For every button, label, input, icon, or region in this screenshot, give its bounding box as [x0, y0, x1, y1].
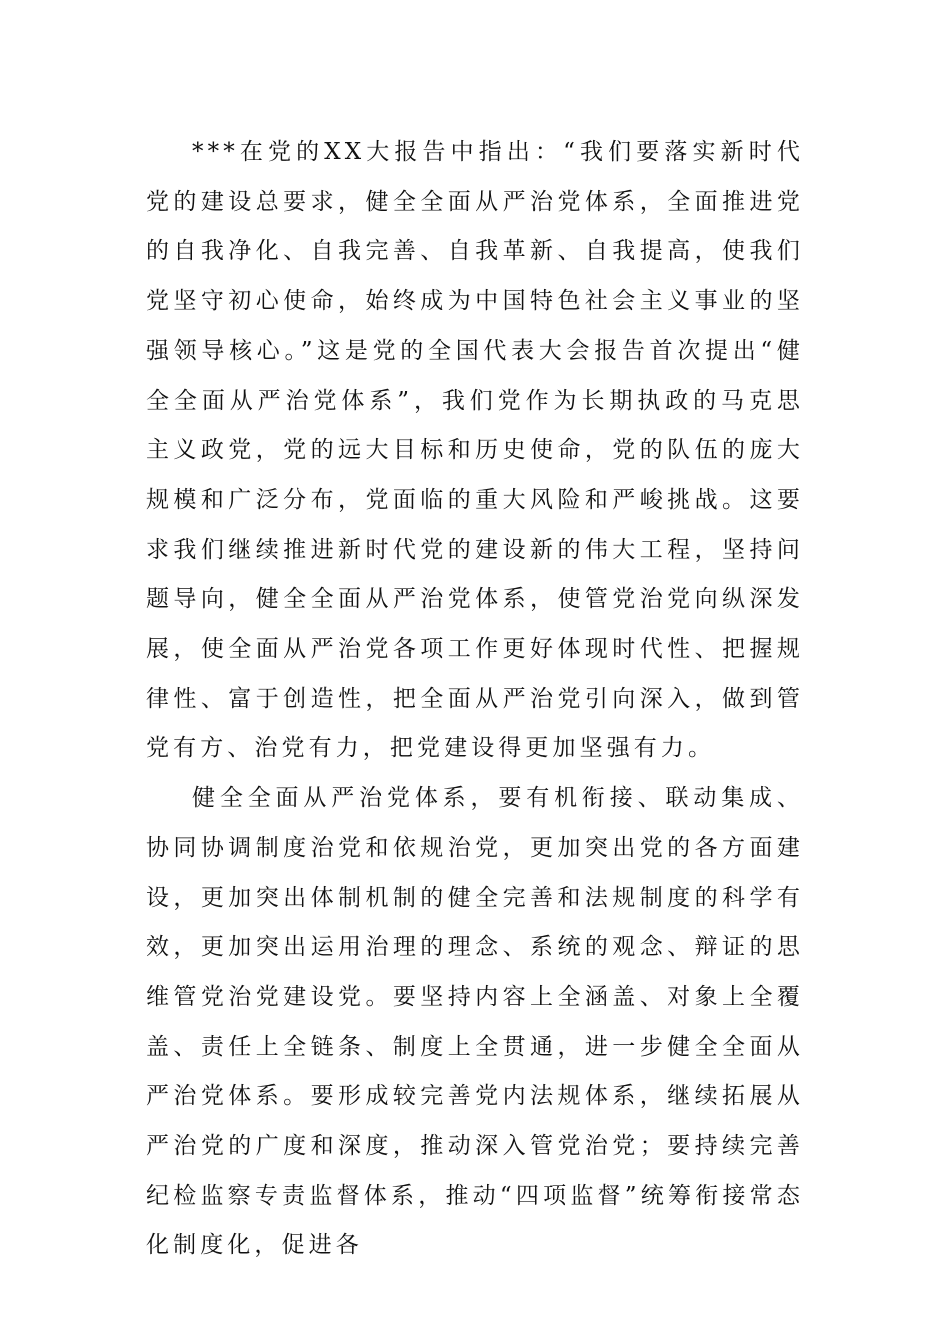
- paragraph-2: 健全全面从严治党体系，要有机衔接、联动集成、协同协调制度治党和依规治党，更加突出党的各方面建设，更加突出体制机制的健全完善和法规制度的科学有效，更加突出运用治理的理念、系统的观念、辩证的思维管党治党建设党。要坚持内容上全涵盖、对象上全覆盖、责任上全链条、制度上全贯通，进一步健全全面从严治党体系。要形成较完善党内法规体系，继续拓展从严治党的广度和深度，推动深入管党治党；要持续完善纪检监察专责监督体系，推动“四项监督”统筹衔接常态化制度化，促进各: [146, 785, 804, 1259]
- document-body: [146, 128, 804, 1271]
- paragraph-1: ***在党的XX大报告中指出：“我们要落实新时代党的建设总要求，健全全面从严治党体系，全面推进党的自我净化、自我完善、自我革新、自我提高，使我们党坚守初心使命，始终成为中国特色社会主义事业的坚强领导核心。”这是党的全国代表大会报告首次提出“健全全面从严治党体系”，我们党作为长期执政的马克思主义政党，党的远大目标和历史使命，党的队伍的庞大规模和广泛分布，党面临的重大风险和严峻挑战。这要求我们继续推进新时代党的建设新的伟大工程，坚持问题导向，健全全面从严治党体系，使管党治党向纵深发展，使全面从严治党各项工作更好体现时代性、把握规律性、富于创造性，把全面从严治党引向深入，做到管党有方、治党有力，把党建设得更加坚强有力。: [146, 139, 804, 762]
